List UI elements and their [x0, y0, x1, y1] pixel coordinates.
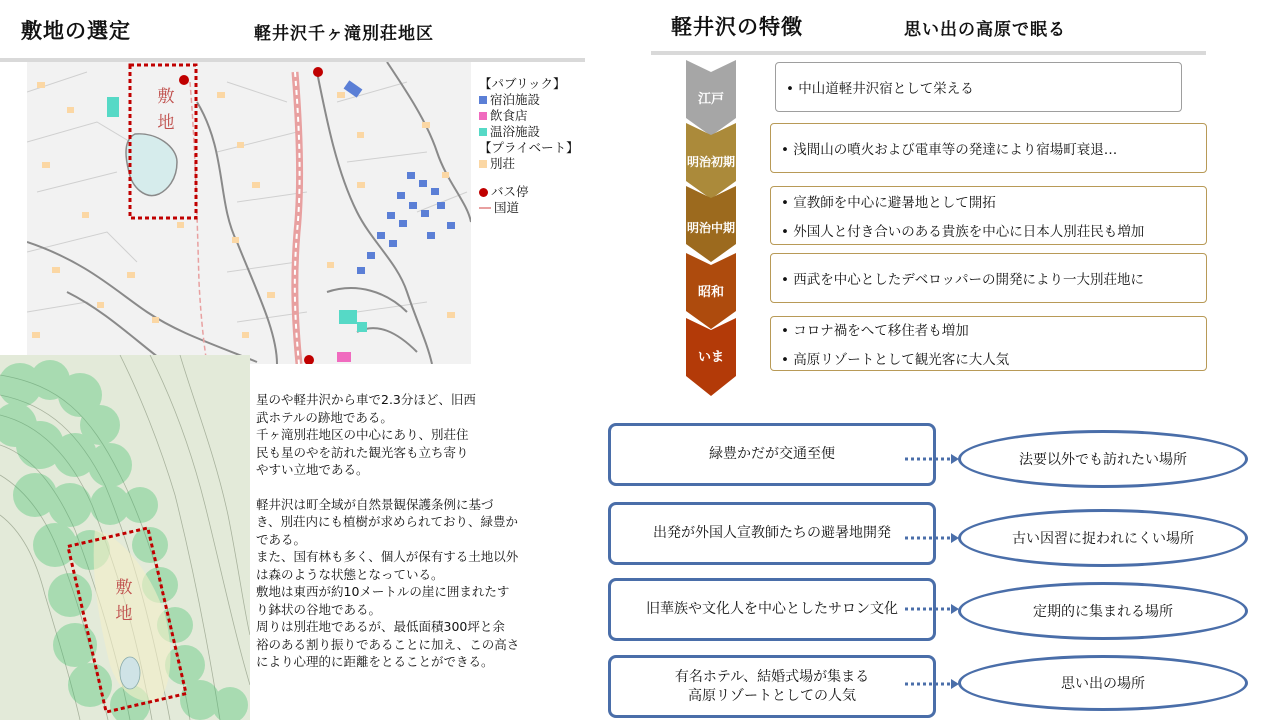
era-box-meiji-mid [770, 186, 1207, 245]
feature-cause-box: 旧華族や文化人を中心としたサロン文化 [608, 578, 936, 641]
bus-stop-icon [479, 188, 488, 197]
era-label: 明治中期 [686, 221, 735, 235]
feature-cause-box: 緑豊かだが交通至便 [608, 423, 936, 486]
era-label: 江戸 [697, 92, 724, 107]
section-title-features: 軽井沢の特徴 [671, 15, 803, 39]
era-chevron-meiji-mid [686, 186, 736, 262]
description-paragraph: 星のや軽井沢から車で2.3分ほど、旧西 武ホテルの跡地である。 千ヶ滝別荘地区の中心にあり、別荘住 民も星のやを訪れた観光客も立ち寄り やすい立地である。 [256, 392, 476, 477]
legend-lodging: 宿泊施設 [479, 92, 579, 108]
era-chevron-now [686, 318, 736, 396]
area-map-drawing [27, 62, 471, 364]
era-label: いま [697, 350, 724, 365]
lodging-swatch [479, 96, 487, 104]
site-label-char: 地 [115, 604, 133, 624]
era-item: • コロナ禍をへて移住者も増加 [781, 323, 969, 339]
feature-result-ellipse: 思い出の場所 [958, 655, 1248, 711]
era-item: • 外国人と付き合いのある貴族を中心に日本人別荘民も増加 [781, 224, 1145, 240]
dotted-arrow-icon [905, 532, 959, 544]
feature-result-ellipse: 定期的に集まれる場所 [958, 582, 1248, 640]
food-swatch [479, 112, 487, 120]
era-item: • 宣教師を中心に避暑地として開拓 [781, 195, 996, 211]
feature-cause-box: 有名ホテル、結婚式場が集まる 高原リゾートとしての人気 [608, 655, 936, 718]
legend-onsen: 温浴施設 [479, 124, 579, 140]
era-box-edo [775, 62, 1182, 112]
legend-food: 飲食店 [479, 108, 579, 124]
legend-private-header: 【プライベート】 [479, 140, 579, 155]
era-item: • 西武を中心としたデベロッパーの開発により一大別荘地に [781, 272, 1144, 288]
site-label-char: 敷 [115, 578, 133, 598]
site-aerial-map [0, 355, 250, 720]
map-legend [479, 76, 579, 216]
legend-national-road: 国道 [479, 200, 579, 216]
feature-result-ellipse: 古い因習に捉われにくい場所 [958, 509, 1248, 567]
road-line-icon [479, 207, 491, 209]
description-paragraph: 軽井沢は町全域が自然景観保護条例に基づ き、別荘内にも植樹が求められており、緑豊か である。 また、国有林も多く、個人が保有する土地以外 は森のような状態となっている。 敷地は東西が約10メートルの崖に囲まれたす り鉢状の谷地である。 周りは別荘地であるが、最低面積300坪と余 裕のある割り振りであることに加え、この高さ により心理的に距離をとることができる。 [256, 496, 520, 669]
dotted-arrow-icon [905, 453, 959, 465]
feature-cause-box: 出発が外国人宣教師たちの避暑地開発 [608, 502, 936, 565]
era-box-meiji-early [770, 123, 1207, 173]
onsen-swatch [479, 128, 487, 136]
dotted-arrow-icon [905, 603, 959, 615]
era-box-showa [770, 253, 1207, 303]
legend-bus-stop: バス停 [479, 184, 579, 200]
site-label-char: 地 [157, 113, 175, 133]
site-aerial-drawing [0, 355, 250, 720]
site-description [256, 391, 558, 688]
legend-public-header: 【パブリック】 [479, 76, 566, 91]
feature-result-ellipse: 法要以外でも訪れたい場所 [958, 430, 1248, 488]
section-title-site: 敷地の選定 [21, 19, 131, 43]
era-label: 明治初期 [686, 155, 735, 169]
villa-swatch [479, 160, 487, 168]
header-rule-right [651, 51, 1206, 55]
era-label: 昭和 [697, 285, 724, 300]
dotted-arrow-icon [905, 678, 959, 690]
section-subtitle-features: 思い出の高原で眠る [904, 20, 1066, 40]
era-item: • 高原リゾートとして観光客に大人気 [781, 352, 1010, 368]
era-box-now [770, 316, 1207, 371]
site-label-char: 敷 [157, 87, 175, 107]
era-item: • 浅間山の噴火および電車等の発達により宿場町衰退… [781, 142, 1118, 158]
area-map [27, 62, 471, 364]
section-subtitle-site: 軽井沢千ヶ滝別荘地区 [254, 24, 434, 44]
legend-villa: 別荘 [479, 156, 579, 172]
era-item: • 中山道軽井沢宿として栄える [786, 81, 974, 97]
